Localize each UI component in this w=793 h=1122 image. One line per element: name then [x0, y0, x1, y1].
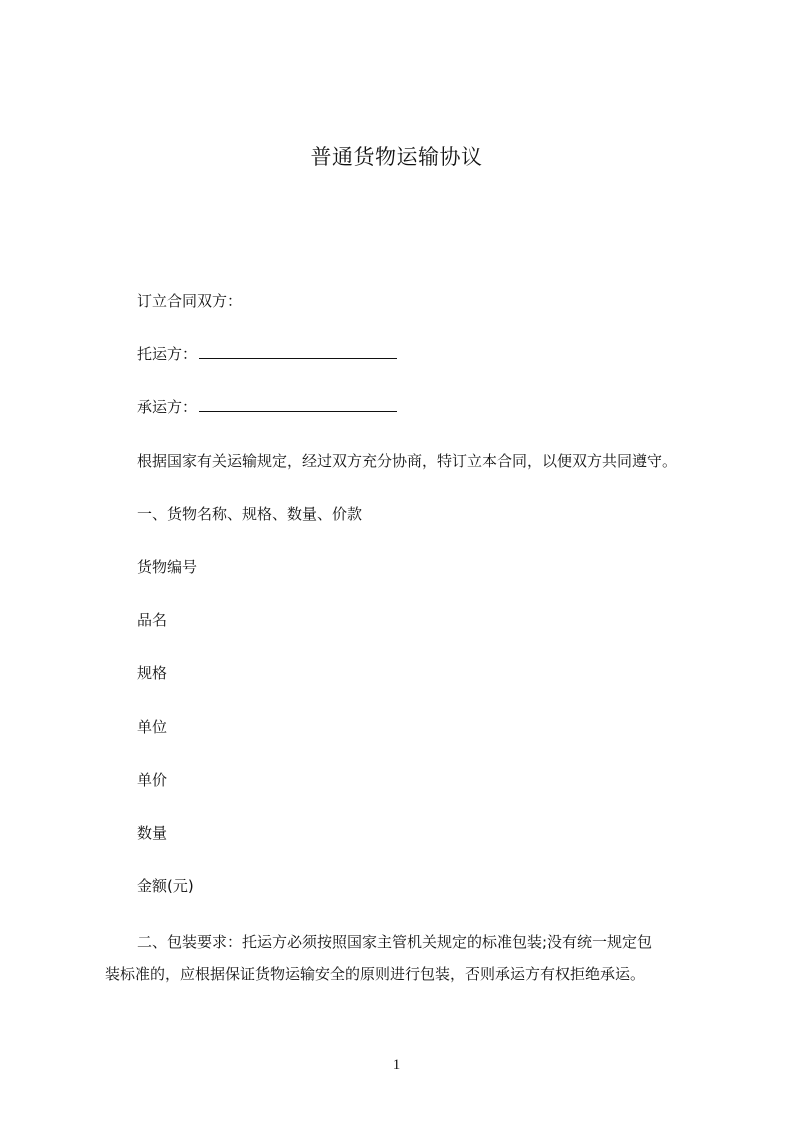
field-item-unit: 单位 [137, 718, 168, 736]
section1-heading: 一、货物名称、规格、数量、价款 [137, 505, 363, 523]
page-number: 1 [392, 1057, 401, 1073]
intro-paragraph: 根据国家有关运输规定，经过双方充分协商，特订立本合同，以便双方共同遵守。 [137, 452, 678, 470]
parties-heading: 订立合同双方： [137, 292, 243, 310]
field-item-product-name: 品名 [137, 611, 168, 629]
section2-line-1: 二、包装要求：托运方必须按照国家主管机关规定的标准包装;没有统一规定包 [137, 933, 653, 951]
field-item-goods-number: 货物编号 [137, 558, 198, 576]
carrier-line [137, 396, 397, 418]
field-item-unit-price: 单价 [137, 771, 168, 789]
carrier-blank-field [199, 397, 397, 412]
shipper-blank-field [199, 344, 397, 359]
shipper-label: 托运方： [137, 345, 198, 363]
shipper-line [137, 343, 397, 365]
section2-paragraph [105, 926, 717, 990]
document-title: 普通货物运输协议 [310, 145, 483, 169]
field-item-specification: 规格 [137, 664, 168, 682]
carrier-label: 承运方： [137, 398, 198, 416]
field-item-amount: 金额(元) [137, 877, 194, 895]
section2-line-2: 装标准的，应根据保证货物运输安全的原则进行包装，否则承运方有权拒绝承运。 [105, 965, 646, 983]
field-item-quantity: 数量 [137, 824, 168, 842]
